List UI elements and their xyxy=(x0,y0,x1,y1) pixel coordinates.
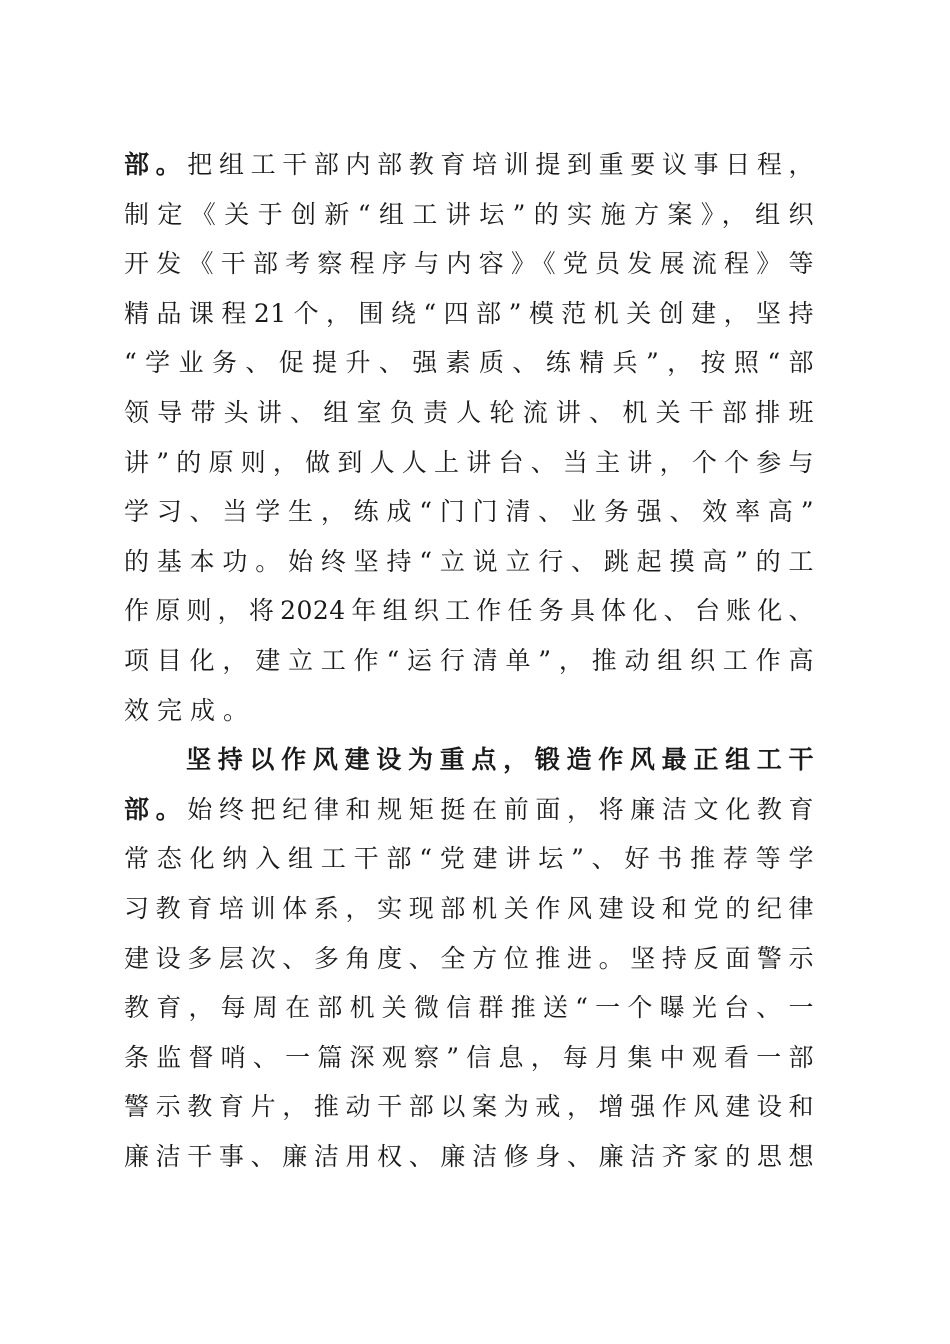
text-line: 廉洁干事、廉洁用权、廉洁修身、廉洁齐家的思想 xyxy=(124,1141,814,1171)
text-line: 习教育培训体系，实现部机关作风建设和党的纪律 xyxy=(124,893,814,923)
text-line: 建设多层次、多角度、全方位推进。坚持反面警示 xyxy=(124,943,814,973)
text-line: 精品课程21个，围绕“四部”模范机关创建，坚持 xyxy=(124,298,814,328)
text-line: “学业务、促提升、强素质、练精兵”，按照“部 xyxy=(124,348,814,378)
section-heading: 坚持以作风建设为重点，锻造作风最正组工干 xyxy=(186,745,814,775)
text-line: 条监督哨、一篇深观察”信息，每月集中观看一部 xyxy=(124,1042,814,1072)
text-line: 项目化，建立工作“运行清单”，推动组织工作高 xyxy=(124,645,814,675)
text-line xyxy=(124,140,814,190)
bold-lead: 部。 xyxy=(124,150,188,179)
text-line: 作原则，将2024年组织工作任务具体化、台账化、 xyxy=(124,596,814,626)
line-text: 把组工干部内部教育培训提到重要议事日程， xyxy=(187,150,814,179)
text-line: 的基本功。始终坚持“立说立行、跳起摸高”的工 xyxy=(124,546,814,576)
text-line: 常态化纳入组工干部“党建讲坛”、好书推荐等学 xyxy=(124,844,814,874)
text-line: 开发《干部考察程序与内容》《党员发展流程》等 xyxy=(124,249,814,279)
bold-lead: 部。 xyxy=(124,794,188,824)
body-text xyxy=(124,140,814,1181)
line-text: 始终把纪律和规矩挺在前面，将廉洁文化教育 xyxy=(187,794,814,824)
text-line: 警示教育片，推动干部以案为戒，增强作风建设和 xyxy=(124,1092,814,1122)
text-line xyxy=(124,785,814,835)
text-line: 学习、当学生，练成“门门清、业务强、效率高” xyxy=(124,497,814,527)
text-line: 教育，每周在部机关微信群推送“一个曝光台、一 xyxy=(124,993,814,1023)
text-line: 制定《关于创新“组工讲坛”的实施方案》，组织 xyxy=(124,199,814,229)
text-line: 领导带头讲、组室负责人轮流讲、机关干部排班 xyxy=(124,397,814,427)
text-line: 讲”的原则，做到人人上讲台、当主讲，个个参与 xyxy=(124,447,814,477)
text-line: 效完成。 xyxy=(124,695,257,725)
